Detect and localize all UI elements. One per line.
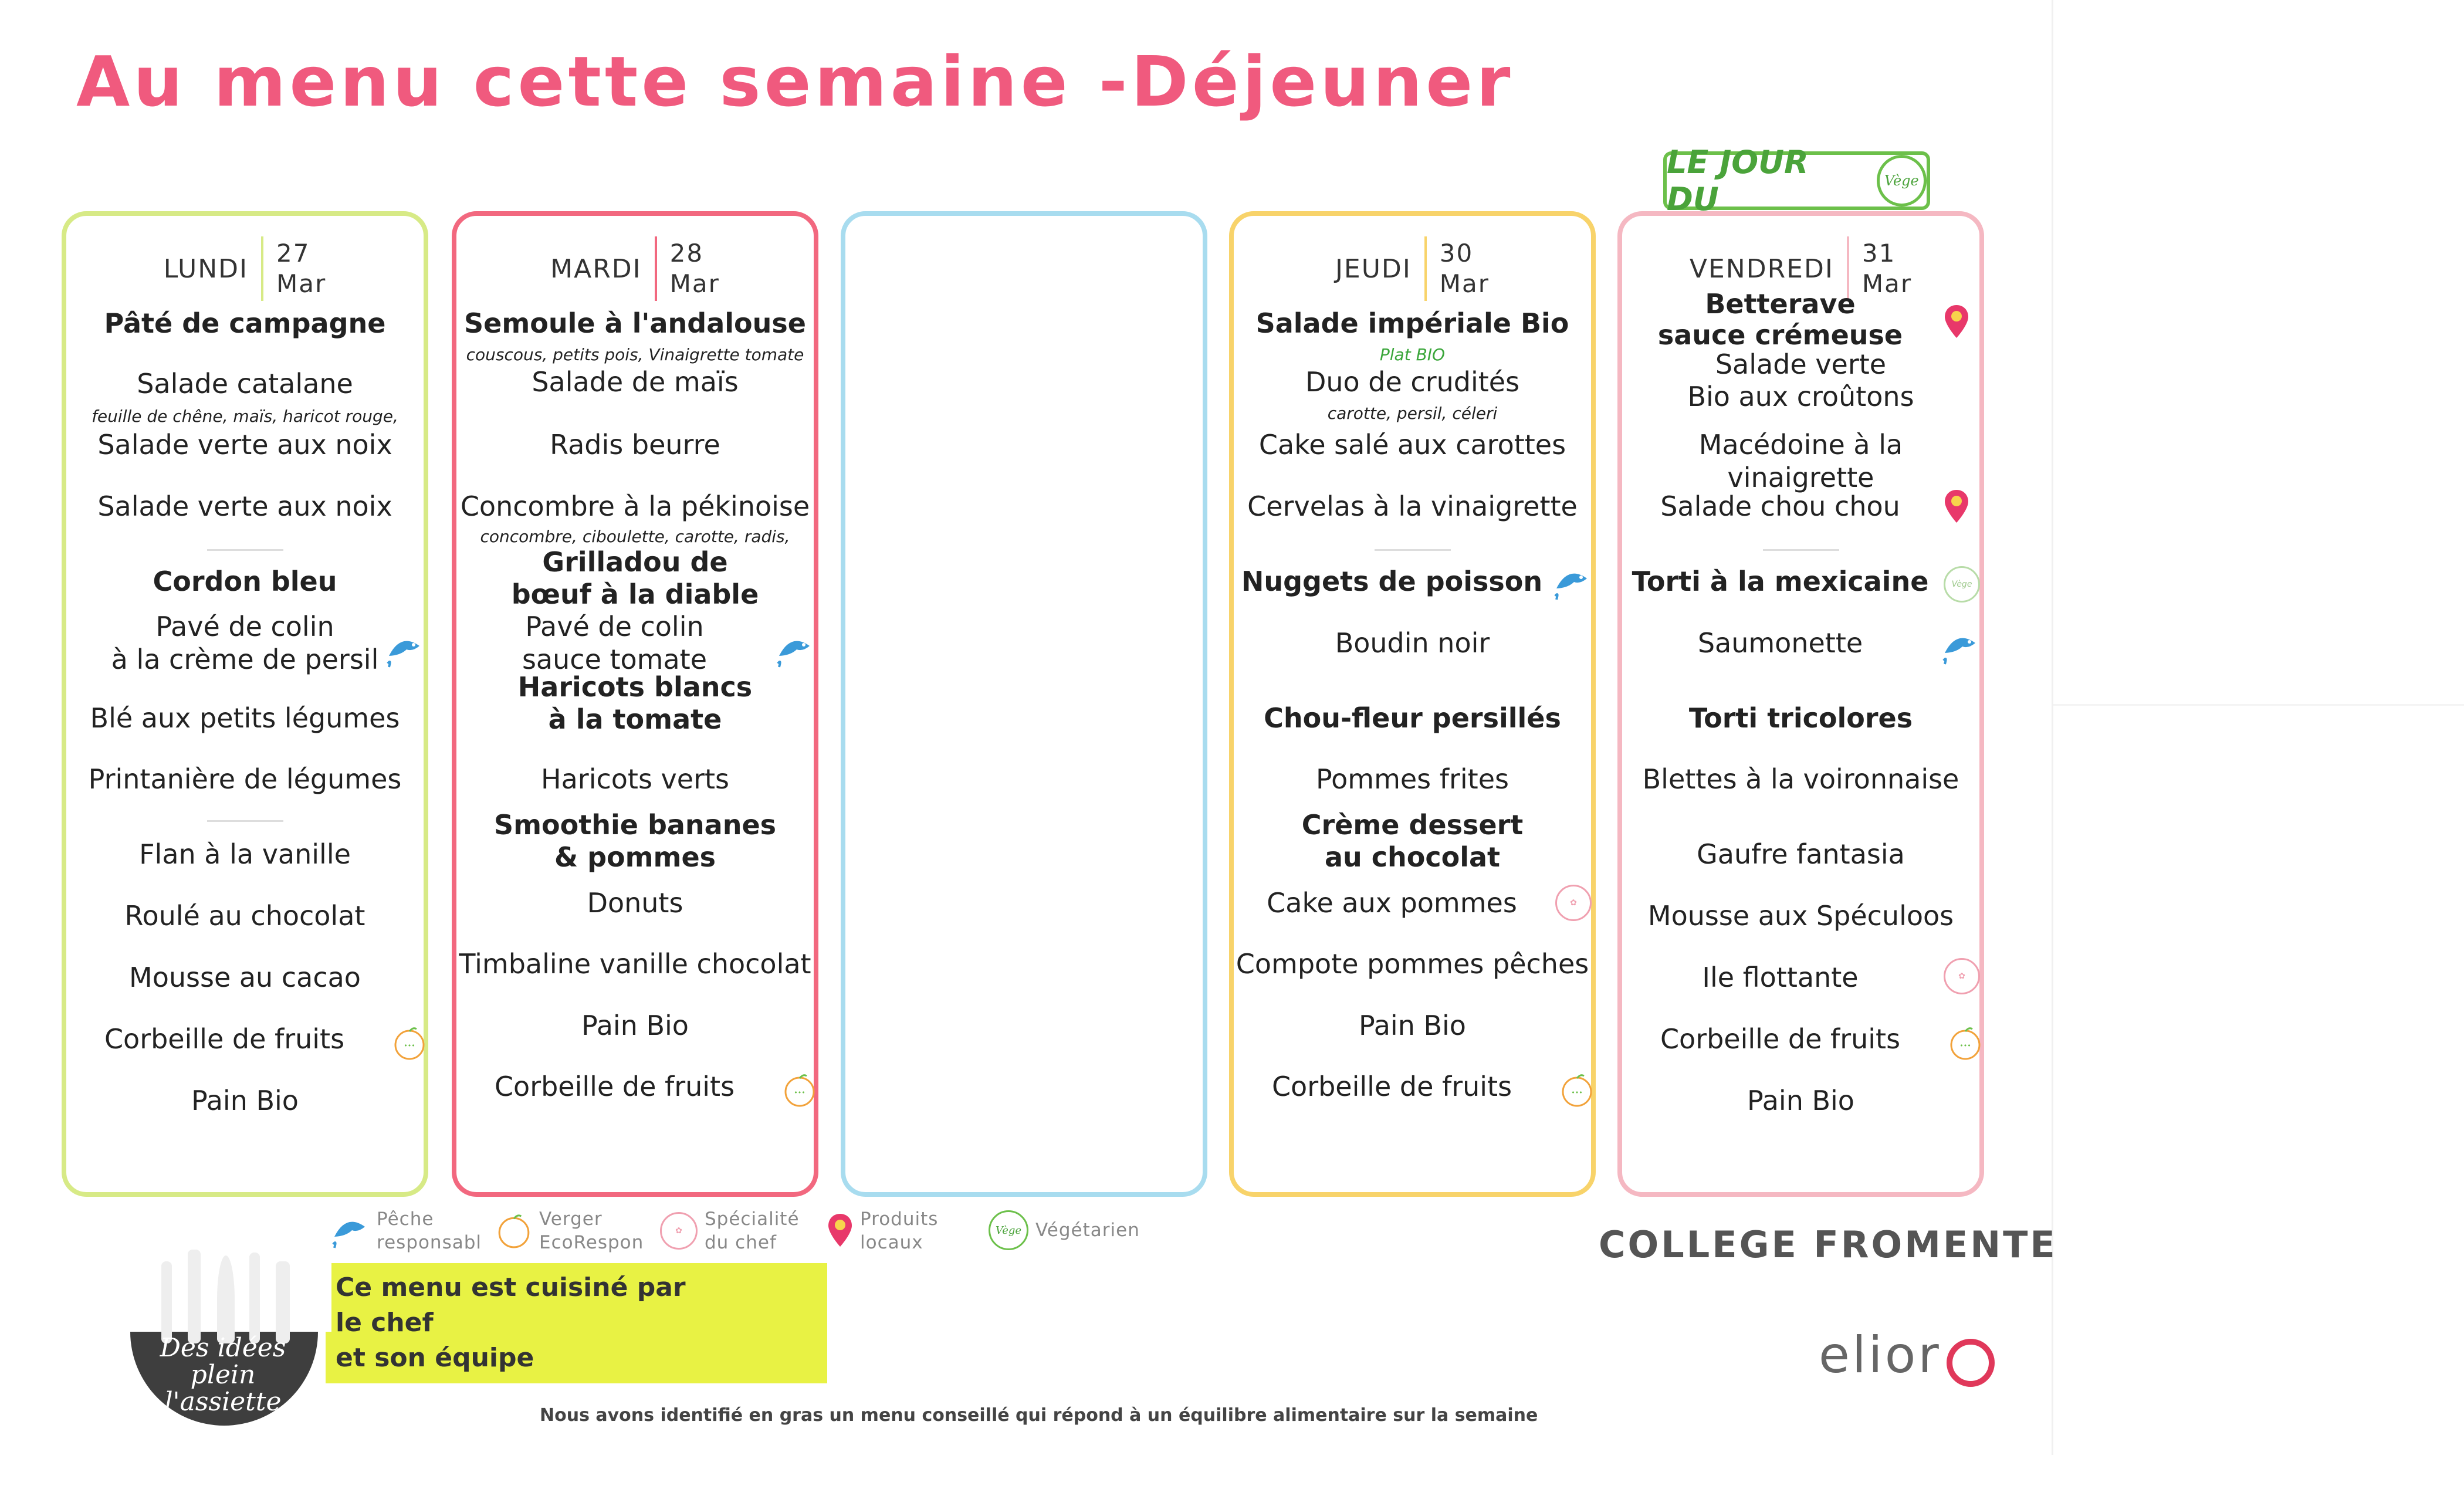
day-header xyxy=(456,236,814,301)
svg-text:•••: ••• xyxy=(404,1042,415,1050)
menu-item: & pommes xyxy=(554,841,716,873)
footnote: Nous avons identifié en gras un menu conseillé qui répond à un équilibre alimentaire sur la semaine xyxy=(540,1405,1538,1426)
chef-note-text: Ce menu est cuisiné par le chef et son équipe xyxy=(336,1272,686,1373)
menu-item: à la tomate xyxy=(548,703,722,735)
legend-item xyxy=(989,1210,1140,1250)
svg-text:•••: ••• xyxy=(794,1089,805,1096)
svg-text:•••: ••• xyxy=(1571,1089,1583,1096)
menu-item: Corbeille de fruits xyxy=(104,1023,345,1055)
menu-item: Salade chou chou xyxy=(1660,490,1900,522)
svg-text:•••: ••• xyxy=(1959,1042,1971,1050)
day-month: Mar xyxy=(1861,269,1913,298)
menu-item: Pain Bio xyxy=(1747,1085,1854,1116)
menu-item: Corbeille de fruits xyxy=(494,1071,735,1102)
utensil-icon xyxy=(161,1261,172,1343)
day-column-mardi xyxy=(452,211,818,1197)
day-number: 28 xyxy=(669,239,704,268)
apple-icon xyxy=(496,1213,532,1249)
menu-item: Mousse au cacao xyxy=(129,962,361,993)
menu-item: Haricots verts xyxy=(541,763,729,795)
menu-item: Cervelas à la vinaigrette xyxy=(1247,490,1578,522)
menu-item: Chou-fleur persillés xyxy=(1264,702,1561,734)
day-header xyxy=(1234,236,1591,301)
plate-logo-text: Des idées plein l'assiette xyxy=(160,1333,286,1417)
menu-item: Donuts xyxy=(587,887,683,919)
menu-item: Crème dessert xyxy=(1301,809,1524,841)
menu-item: Mousse aux Spéculoos xyxy=(1647,900,1954,932)
location-pin-icon xyxy=(1944,489,1969,525)
apple-icon xyxy=(1559,1072,1595,1108)
location-pin-icon xyxy=(1944,304,1969,340)
apple-icon xyxy=(782,1072,817,1108)
menu-item: Pain Bio xyxy=(191,1085,299,1116)
menu-item: Torti à la mexicaine xyxy=(1632,566,1929,597)
fish-icon xyxy=(773,629,814,671)
menu-item-note: couscous, petits pois, Vinaigrette tomate xyxy=(466,345,804,364)
utensil-icon xyxy=(249,1253,260,1343)
menu-item: Saumonette xyxy=(1697,627,1863,659)
menu-item: Salade verte aux noix xyxy=(97,490,392,522)
menu-item: Smoothie bananes xyxy=(493,809,777,841)
day-date xyxy=(657,238,720,299)
menu-item: Pâté de campagne xyxy=(104,307,386,339)
menu-item: Pavé de colin xyxy=(155,611,334,642)
menu-item-note: feuille de chêne, maïs, haricot rouge, xyxy=(92,407,398,426)
day-month: Mar xyxy=(669,269,720,298)
legend-label: Spécialité du chef xyxy=(705,1209,800,1253)
day-name: VENDREDI xyxy=(1689,253,1834,284)
menu-item: Ile flottante xyxy=(1702,962,1859,993)
menu-item: Grilladou de xyxy=(542,546,728,578)
utensil-icon xyxy=(217,1255,235,1343)
menu-item: Torti tricolores xyxy=(1688,702,1913,734)
menu-item: Cordon bleu xyxy=(153,566,337,597)
day-column-lundi xyxy=(62,211,428,1197)
veg-day-label: LE JOUR DU xyxy=(1667,144,1809,218)
chef-icon: ✿ xyxy=(660,1212,698,1250)
page-title: Au menu cette semaine -Déjeuner xyxy=(76,41,1514,122)
legend-label: Pêche responsabl xyxy=(377,1209,482,1253)
menu-item: Printanière de légumes xyxy=(88,763,402,795)
fish-icon xyxy=(1939,627,1980,668)
menu-item: bœuf à la diable xyxy=(511,578,759,610)
legend-item xyxy=(660,1207,800,1254)
veg-day-banner xyxy=(1663,144,1930,218)
menu-item: Macédoine à la vinaigrette xyxy=(1698,429,1903,493)
menu-item: Salade catalane xyxy=(137,368,353,400)
day-column-vendredi xyxy=(1617,211,1984,1197)
legend-label: Végétarien xyxy=(1035,1220,1140,1241)
chef-icon: ✿ xyxy=(1944,958,1980,994)
day-date xyxy=(1427,238,1490,299)
menu-item: Pain Bio xyxy=(581,1010,689,1041)
location-pin-icon xyxy=(827,1213,853,1249)
day-name: MARDI xyxy=(550,253,642,284)
apple-icon xyxy=(1948,1025,1983,1061)
divider xyxy=(1375,549,1451,551)
menu-item: Semoule à l'andalouse xyxy=(464,307,806,339)
school-name: COLLEGE FROMENTE xyxy=(1599,1223,2057,1266)
vege-icon: Vège xyxy=(989,1210,1028,1250)
utensil-icon xyxy=(188,1250,201,1343)
legend-label: Produits locaux xyxy=(860,1209,939,1253)
menu-item: Corbeille de fruits xyxy=(1660,1023,1901,1055)
menu-item: Roulé au chocolat xyxy=(124,900,365,932)
menu-item: Haricots blancs xyxy=(517,671,753,703)
apple-icon xyxy=(392,1025,427,1061)
menu-item: Flan à la vanille xyxy=(139,838,351,870)
menu-item: Concombre à la pékinoise xyxy=(460,490,810,522)
vege-icon: Vège xyxy=(1877,155,1927,207)
menu-item: Bio aux croûtons xyxy=(1687,381,1914,412)
fish-icon xyxy=(329,1210,370,1251)
legend-item xyxy=(496,1207,644,1254)
menu-item-note: Plat BIO xyxy=(1379,345,1446,364)
chef-icon: ✿ xyxy=(1555,885,1592,921)
divider xyxy=(1763,549,1839,551)
divider xyxy=(207,549,283,551)
menu-item: Blettes à la voironnaise xyxy=(1642,763,1959,795)
day-date xyxy=(263,238,326,299)
brand-logo-mark xyxy=(1947,1339,1995,1387)
menu-item: Cake aux pommes xyxy=(1267,887,1517,919)
menu-item: Radis beurre xyxy=(550,429,720,461)
legend-item xyxy=(329,1207,482,1254)
menu-item-note: carotte, persil, céleri xyxy=(1327,404,1498,423)
menu-item-note: concombre, ciboulette, carotte, radis, xyxy=(480,527,790,546)
brand-logo-text: elior xyxy=(1819,1326,1941,1385)
menu-item: Boudin noir xyxy=(1335,627,1490,659)
menu-item: Pain Bio xyxy=(1359,1010,1466,1041)
day-number: 31 xyxy=(1861,239,1896,268)
day-column-empty xyxy=(841,211,1207,1197)
menu-item: au chocolat xyxy=(1324,841,1501,873)
menu-item: Salade verte aux noix xyxy=(97,429,392,461)
day-header xyxy=(66,236,424,301)
menu-item: Gaufre fantasia xyxy=(1697,838,1905,870)
legend-item xyxy=(827,1207,938,1254)
menu-item: Salade de maïs xyxy=(532,366,739,398)
menu-item: à la crème de persil xyxy=(111,644,379,675)
utensil-icon xyxy=(276,1261,290,1343)
menu-item: Salade verte xyxy=(1715,348,1887,380)
day-name: LUNDI xyxy=(163,253,249,284)
day-number: 30 xyxy=(1439,239,1474,268)
menu-item: Pommes frites xyxy=(1316,763,1509,795)
day-month: Mar xyxy=(276,269,327,298)
menu-item: Blé aux petits légumes xyxy=(90,702,400,734)
vege-icon: Vège xyxy=(1944,566,1980,603)
menu-item: Betterave xyxy=(1705,288,1856,320)
menu-item: Nuggets de poisson xyxy=(1241,566,1543,597)
day-name: JEUDI xyxy=(1335,253,1412,284)
menu-item: Cake salé aux carottes xyxy=(1258,429,1566,461)
day-column-jeudi xyxy=(1229,211,1596,1197)
day-number: 27 xyxy=(276,239,310,268)
divider xyxy=(207,820,283,822)
menu-item: Pavé de colin xyxy=(525,611,704,642)
page-edge-line-2 xyxy=(2053,704,2464,706)
menu-item: sauce crémeuse xyxy=(1657,319,1903,351)
menu-item: Timbaline vanille chocolat xyxy=(459,948,811,980)
menu-item: Duo de crudités xyxy=(1305,366,1520,398)
legend-label: Verger EcoRespon xyxy=(539,1209,644,1253)
menu-item: Corbeille de fruits xyxy=(1271,1071,1512,1102)
menu-item: Salade impériale Bio xyxy=(1255,307,1569,339)
day-month: Mar xyxy=(1439,269,1490,298)
menu-item: sauce tomate xyxy=(522,644,708,675)
menu-item: Compote pommes pêches xyxy=(1236,948,1589,980)
